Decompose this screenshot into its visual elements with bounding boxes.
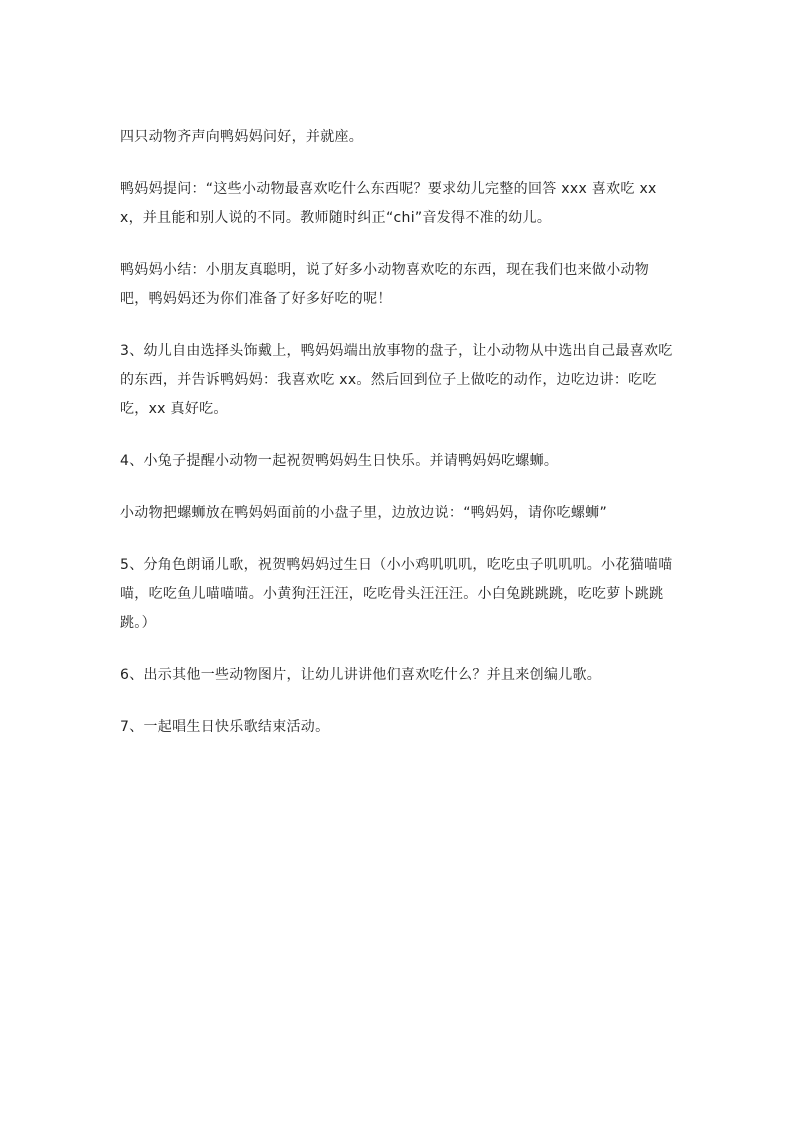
paragraph-summary: 鸭妈妈小结：小朋友真聪明，说了好多小动物喜欢吃的东西，现在我们也来做小动物吧，鸭妈妈还为你们准备了好多好吃的呢！ [120,262,650,307]
paragraph-greeting: 四只动物齐声向鸭妈妈问好，并就座。 [120,129,364,145]
paragraph-question: 鸭妈妈提问：“这些小动物最喜欢吃什么东西呢？要求幼儿完整的回答 xxx 喜欢吃 xxx，并且能和别人说的不同。教师随时纠正“chi”音发得不准的幼儿。 [120,181,657,226]
paragraph-snails: 小动物把螺蛳放在鸭妈妈面前的小盘子里，边放边说：“鸭妈妈，请你吃螺蛳” [120,505,608,521]
document-body [120,123,676,765]
paragraph-step-3: 3、幼儿自由选择头饰戴上，鸭妈妈端出放事物的盘子，让小动物从中选出自己最喜欢吃的东西，并告诉鸭妈妈：我喜欢吃 xx。然后回到位子上做吃的动作，边吃边讲：吃吃吃，xx 真好吃。 [120,343,673,417]
paragraph-step-5: 5、分角色朗诵儿歌，祝贺鸭妈妈过生日（小小鸡叽叽叽，吃吃虫子叽叽叽。小花猫喵喵喵，吃吃鱼儿喵喵喵。小黄狗汪汪汪，吃吃骨头汪汪汪。小白兔跳跳跳，吃吃萝卜跳跳跳。） [120,557,673,631]
paragraph-step-7: 7、一起唱生日快乐歌结束活动。 [120,719,330,735]
paragraph-step-6: 6、出示其他一些动物图片，让幼儿讲讲他们喜欢吃什么？并且来创编儿歌。 [120,667,602,683]
paragraph-step-4: 4、小兔子提醒小动物一起祝贺鸭妈妈生日快乐。并请鸭妈妈吃螺蛳。 [120,453,559,469]
